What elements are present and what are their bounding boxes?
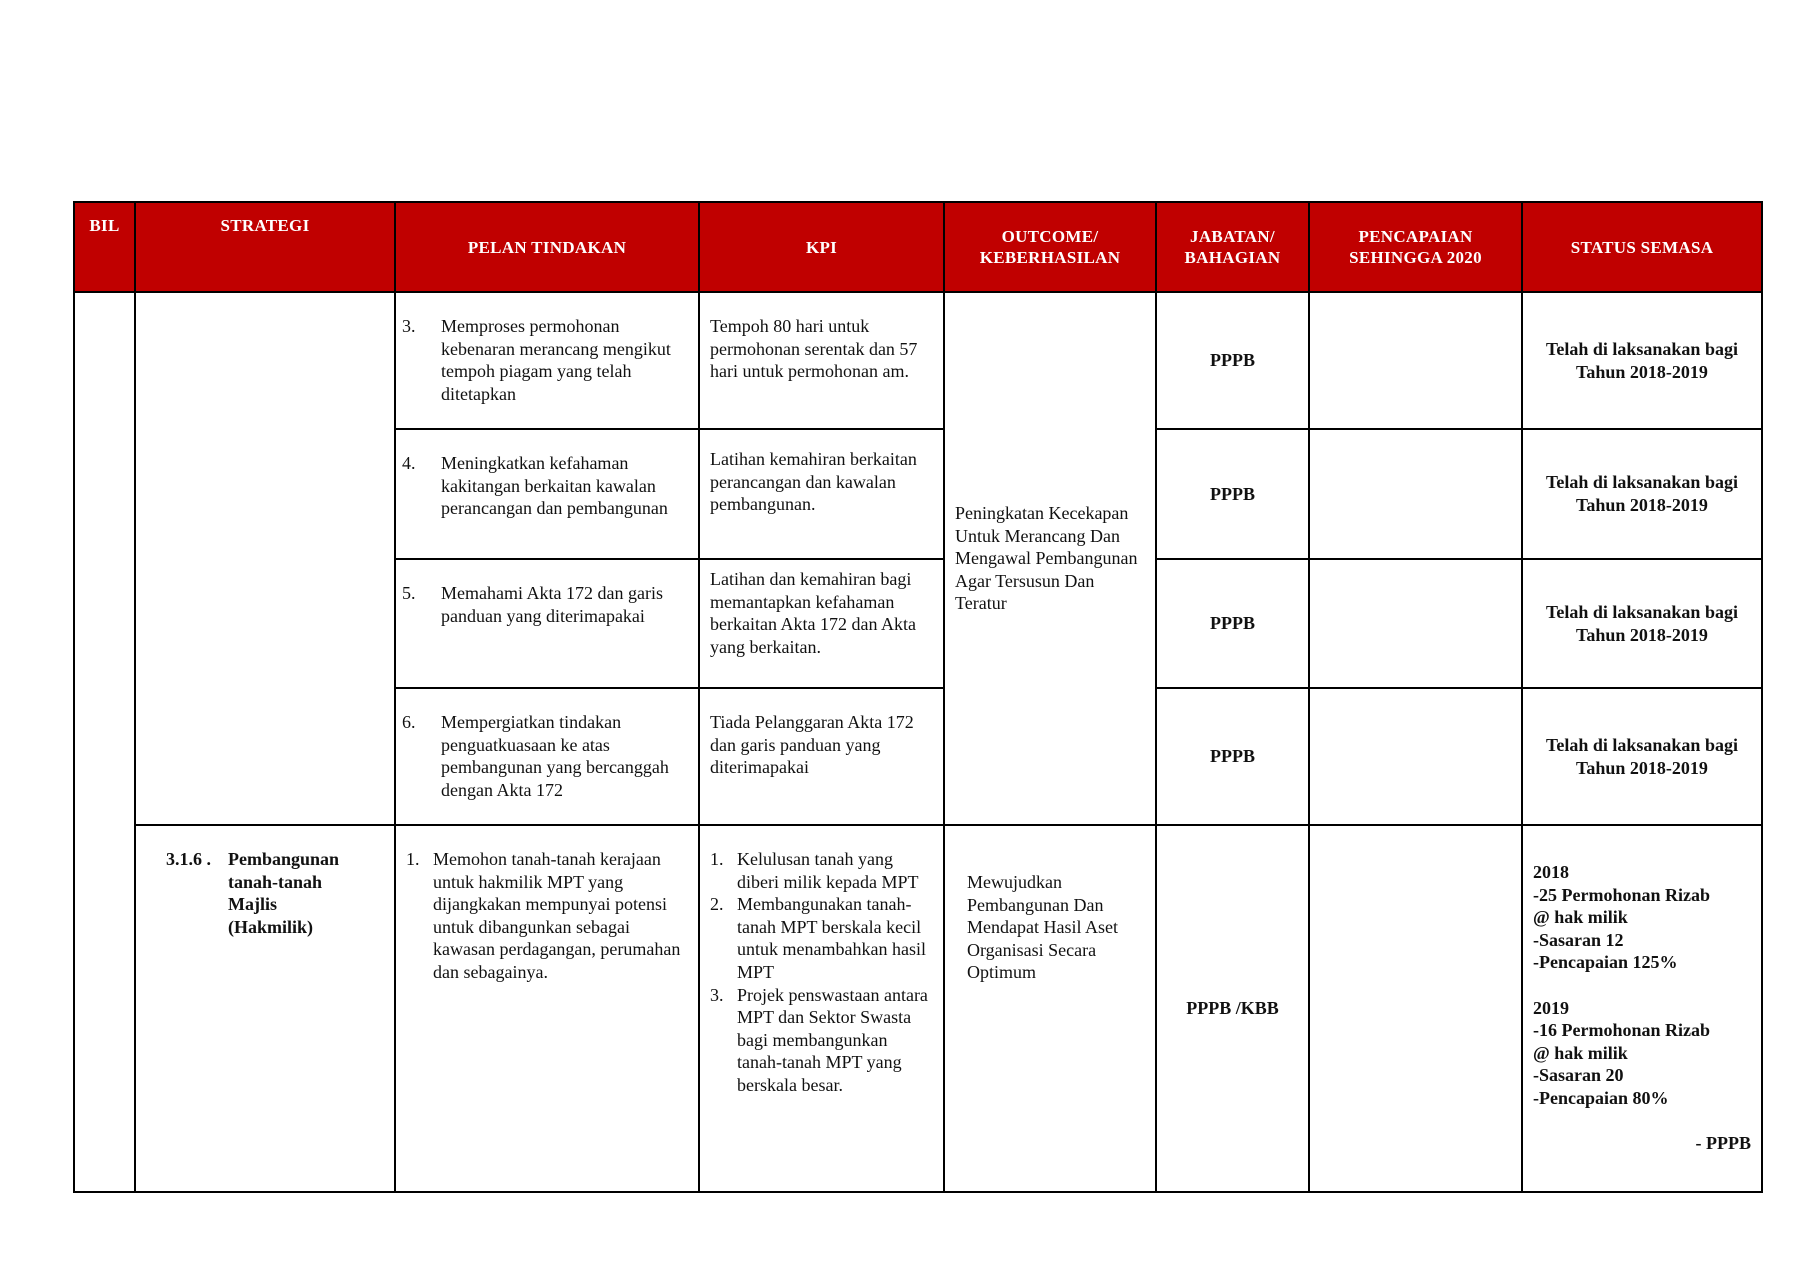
status-line: -Sasaran 20 [1533,1065,1624,1086]
status-line: -25 Permohonan Rizab [1533,884,1710,905]
header-kpi: KPI [699,202,944,292]
jabatan-cell: PPPB [1156,688,1309,825]
kpi-list-item [710,893,935,983]
jabatan-cell: PPPB /KBB [1156,825,1309,1192]
header-strategi: STRATEGI [135,202,395,292]
item-number: 3. [710,984,724,1005]
pelan-text: Memohon tanah-tanah kerajaan untuk hakmilik MPT yang dijangkakan mempunyai potensi untuk dibangunkan sebagai kawasan perdagangan, perumahan dan sebagainya. [433,849,681,982]
item-number: 1. [710,849,724,869]
item-number: 4. [402,453,416,473]
strategi-text: Pembangunan tanah-tanah Majlis (Hakmilik) [228,849,340,937]
pencapaian-cell [1309,429,1522,559]
pelan-cell [395,292,699,429]
status-line: 2019 [1533,997,1569,1018]
pelan-text: Mempergiatkan tindakan penguatkuasaan ke atas pembangunan yang bercanggah dengan Akta 172 [441,712,669,800]
header-status: STATUS SEMASA [1522,202,1762,292]
pencapaian-cell [1309,292,1522,429]
pelan-cell [395,559,699,688]
bil-cell [74,292,135,1192]
kpi-list-item [710,984,935,1097]
kpi-cell: Tiada Pelanggaran Akta 172 dan garis panduan yang diterimapakai [699,688,944,825]
table-row [74,825,1762,1192]
status-line: -Pencapaian 125% [1533,952,1678,973]
kpi-cell: Tempoh 80 hari untuk permohonan serentak dan 57 hari untuk permohonan am. [699,292,944,429]
item-number: 3. [402,316,416,336]
pelan-text: Memahami Akta 172 dan garis panduan yang diterimapakai [441,583,663,626]
kpi-cell: Latihan dan kemahiran bagi memantapkan kefahaman berkaitan Akta 172 dan Akta yang berkaitan. [699,559,944,688]
item-number: 6. [402,712,416,732]
item-number: 2. [710,894,724,915]
status-line: -Sasaran 12 [1533,929,1624,950]
status-line: 2018 [1533,862,1569,882]
table-row [74,292,1762,429]
jabatan-cell: PPPB [1156,292,1309,429]
item-number: 5. [402,583,416,603]
header-pencapaian: PENCAPAIAN SEHINGGA 2020 [1309,202,1522,292]
kpi-cell [699,825,944,1192]
status-line [1533,974,1751,997]
kpi-text: Membangunakan tanah-tanah MPT berskala kecil untuk menambahkan hasil MPT [737,894,926,982]
kpi-text: Kelulusan tanah yang diberi milik kepada MPT [737,849,919,892]
strategi-cell [135,292,395,825]
jabatan-cell: PPPB [1156,429,1309,559]
status-line: @ hak milik [1533,907,1628,928]
status-cell: Telah di laksanakan bagi Tahun 2018-2019 [1522,688,1762,825]
status-line: -16 Permohonan Rizab [1533,1020,1710,1041]
pencapaian-cell [1309,825,1522,1192]
outcome-cell [944,825,1156,1192]
kpi-list [710,848,935,1097]
kpi-text: Projek penswastaan antara MPT dan Sektor Swasta bagi membangunkan tanah-tanah MPT yang berskala besar. [737,984,928,1095]
header-outcome: OUTCOME/ KEBERHASILAN [944,202,1156,292]
strategi-number: 3.1.6 . [166,849,211,869]
status-cell [1522,825,1762,1192]
pelan-cell [395,688,699,825]
pelan-text: Meningkatkan kefahaman kakitangan berkaitan kawalan perancangan dan pembangunan [441,453,668,519]
header-jabatan: JABATAN/ BAHAGIAN [1156,202,1309,292]
pelan-cell [395,429,699,559]
kpi-cell: Latihan kemahiran berkaitan perancangan dan kawalan pembangunan. [699,429,944,559]
outcome-text: Mewujudkan Pembangunan Dan Mendapat Hasil Aset Organisasi Secara Optimum [967,872,1118,983]
header-bil: BIL [74,202,135,292]
status-cell: Telah di laksanakan bagi Tahun 2018-2019 [1522,429,1762,559]
outcome-cell: Peningkatan Kecekapan Untuk Merancang Dan Mengawal Pembangunan Agar Tersusun Dan Teratur [944,292,1156,825]
pencapaian-cell [1309,688,1522,825]
pelan-text: Memproses permohonan kebenaran merancang mengikut tempoh piagam yang telah ditetapkan [441,316,671,404]
header-row [74,202,1762,292]
item-number: 1. [406,849,420,869]
status-line: -Pencapaian 80% [1533,1087,1669,1108]
status-lines [1533,861,1751,1110]
jabatan-cell: PPPB [1156,559,1309,688]
strategi-cell [135,825,395,1192]
strategy-table [73,201,1763,1193]
pencapaian-cell [1309,559,1522,688]
status-cell: Telah di laksanakan bagi Tahun 2018-2019 [1522,292,1762,429]
kpi-list-item [710,848,935,893]
pelan-cell [395,825,699,1192]
status-footer: - PPPB [1695,1132,1751,1153]
status-line: @ hak milik [1533,1042,1628,1063]
header-pelan: PELAN TINDAKAN [395,202,699,292]
status-cell: Telah di laksanakan bagi Tahun 2018-2019 [1522,559,1762,688]
